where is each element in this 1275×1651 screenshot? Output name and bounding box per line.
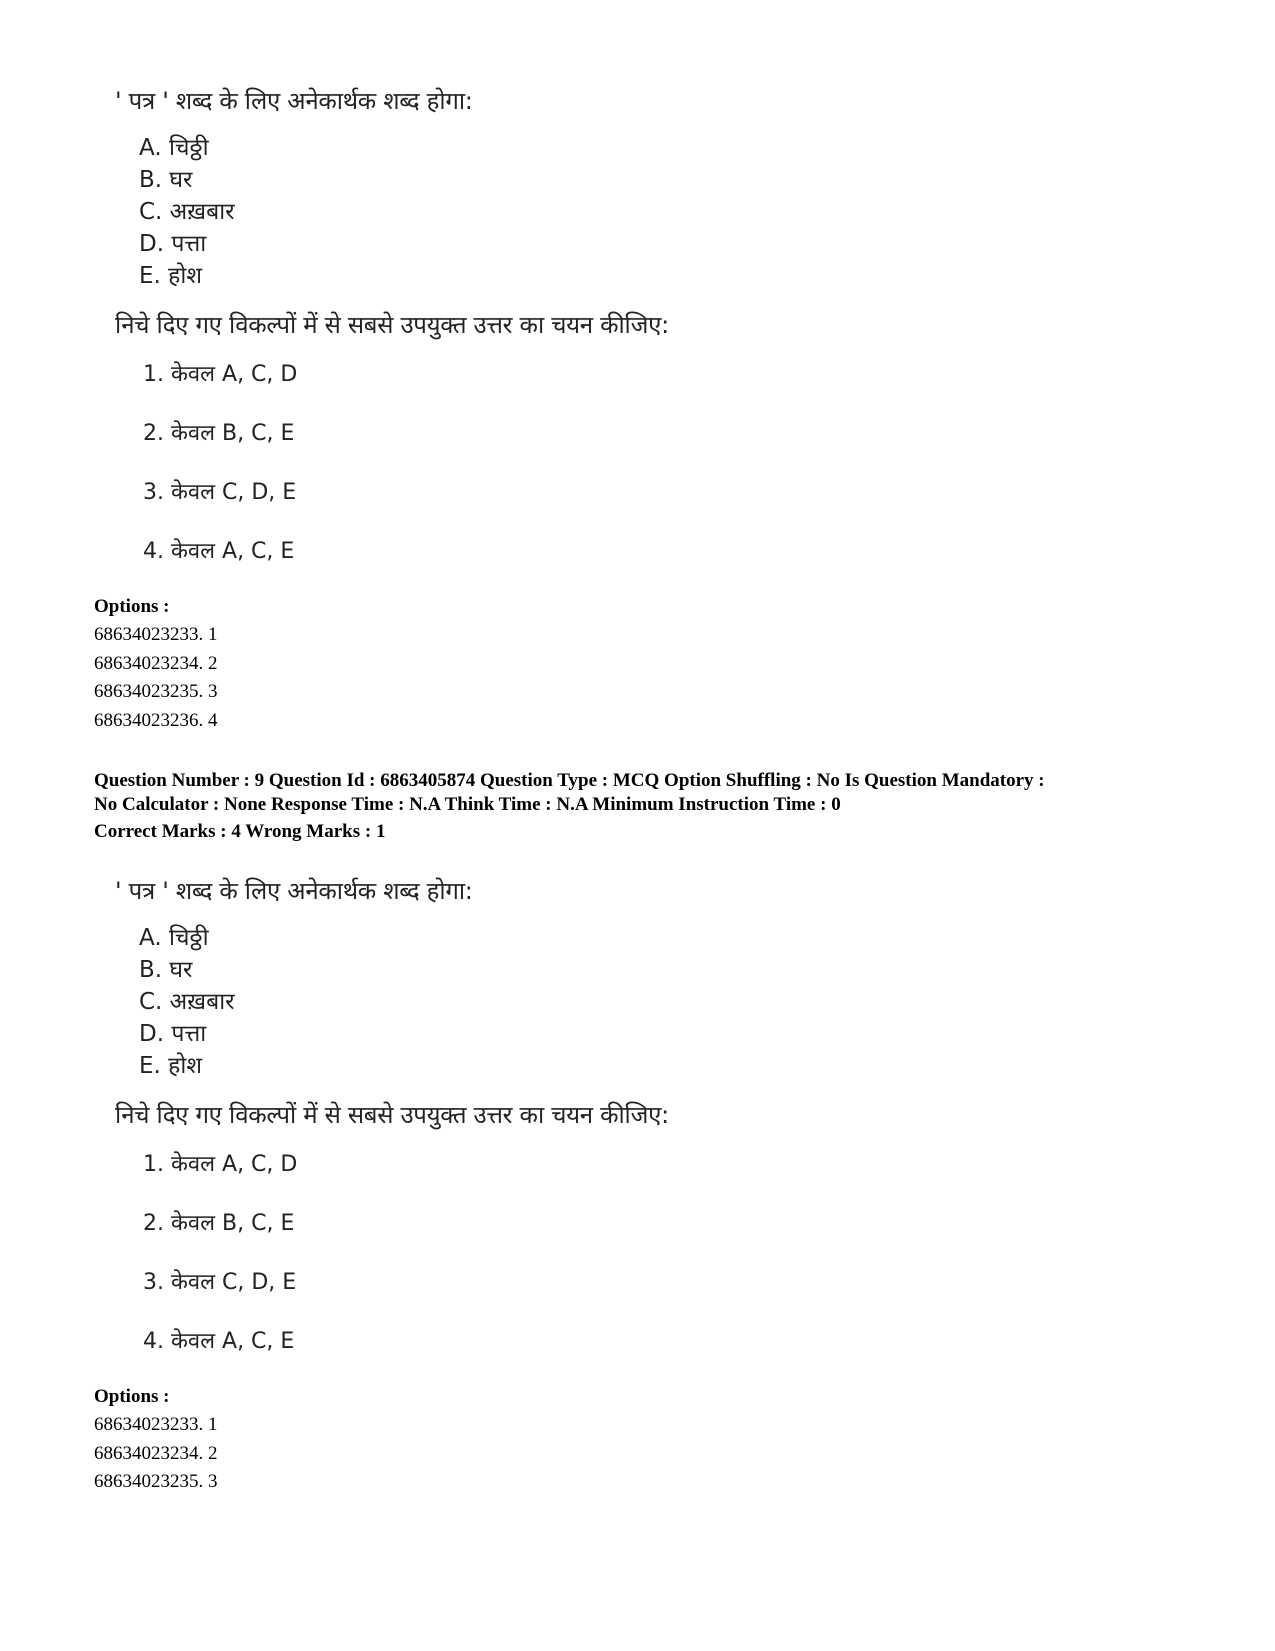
question-header [94, 769, 1194, 816]
option-id-line: 68634023234. 2 [94, 1442, 218, 1464]
choice-list [143, 360, 669, 596]
option-id-line: 68634023233. 1 [94, 624, 218, 645]
options-title: Options : [94, 1386, 170, 1407]
statement-b: B. घर [139, 957, 193, 983]
question-instruction: निचे दिए गए विकल्पों में से सबसे उपयुक्त उत्तर का चयन कीजिए: [115, 311, 669, 339]
option-id-line: 68634023233. 1 [94, 1414, 218, 1435]
choice-4: 4. केवल A, C, E [143, 1329, 295, 1354]
options-block-2 [94, 1383, 218, 1497]
option-id-line: 68634023235. 3 [94, 1471, 218, 1492]
options-title: Options : [94, 596, 170, 617]
question-header-line-2: No Calculator : None Response Time : N.A Think Time : N.A Minimum Instruction Time : 0 [94, 793, 841, 815]
option-id-line: 68634023234. 2 [94, 652, 218, 674]
statement-b: B. घर [139, 167, 193, 193]
statement-e: E. होश [139, 1053, 202, 1079]
statement-d: D. पत्ता [139, 1021, 207, 1047]
question-stem: ' पत्र ' शब्द के लिए अनेकार्थक शब्द होगा: [115, 87, 473, 115]
question-instruction: निचे दिए गए विकल्पों में से सबसे उपयुक्त उत्तर का चयन कीजिए: [115, 1101, 669, 1129]
choice-list [143, 1150, 669, 1386]
question-header-line-1: Question Number : 9 Question Id : 6863405874 Question Type : MCQ Option Shuffling : No Is Question Mandatory : [94, 770, 1045, 791]
statement-a: A. चिठ्ठी [139, 925, 209, 951]
choice-3: 3. केवल C, D, E [143, 1270, 297, 1295]
statement-c: C. अख़बार [139, 989, 235, 1015]
statement-e: E. होश [139, 263, 202, 289]
statement-list [139, 922, 669, 1082]
options-block-1 [94, 593, 218, 735]
choice-2: 2. केवल B, C, E [143, 421, 295, 446]
option-id-line: 68634023236. 4 [94, 709, 218, 731]
statement-a: A. चिठ्ठी [139, 135, 209, 161]
choice-1: 1. केवल A, C, D [143, 362, 298, 387]
statement-list [139, 132, 669, 292]
statement-d: D. पत्ता [139, 231, 207, 257]
choice-1: 1. केवल A, C, D [143, 1152, 298, 1177]
statement-c: C. अख़बार [139, 199, 235, 225]
option-id-line: 68634023235. 3 [94, 681, 218, 702]
choice-3: 3. केवल C, D, E [143, 480, 297, 505]
question-stem: ' पत्र ' शब्द के लिए अनेकार्थक शब्द होगा: [115, 877, 473, 905]
choice-2: 2. केवल B, C, E [143, 1211, 295, 1236]
choice-4: 4. केवल A, C, E [143, 539, 295, 564]
question-content-1 [115, 86, 669, 596]
question-marks: Correct Marks : 4 Wrong Marks : 1 [94, 821, 386, 842]
question-content-2 [115, 876, 669, 1386]
